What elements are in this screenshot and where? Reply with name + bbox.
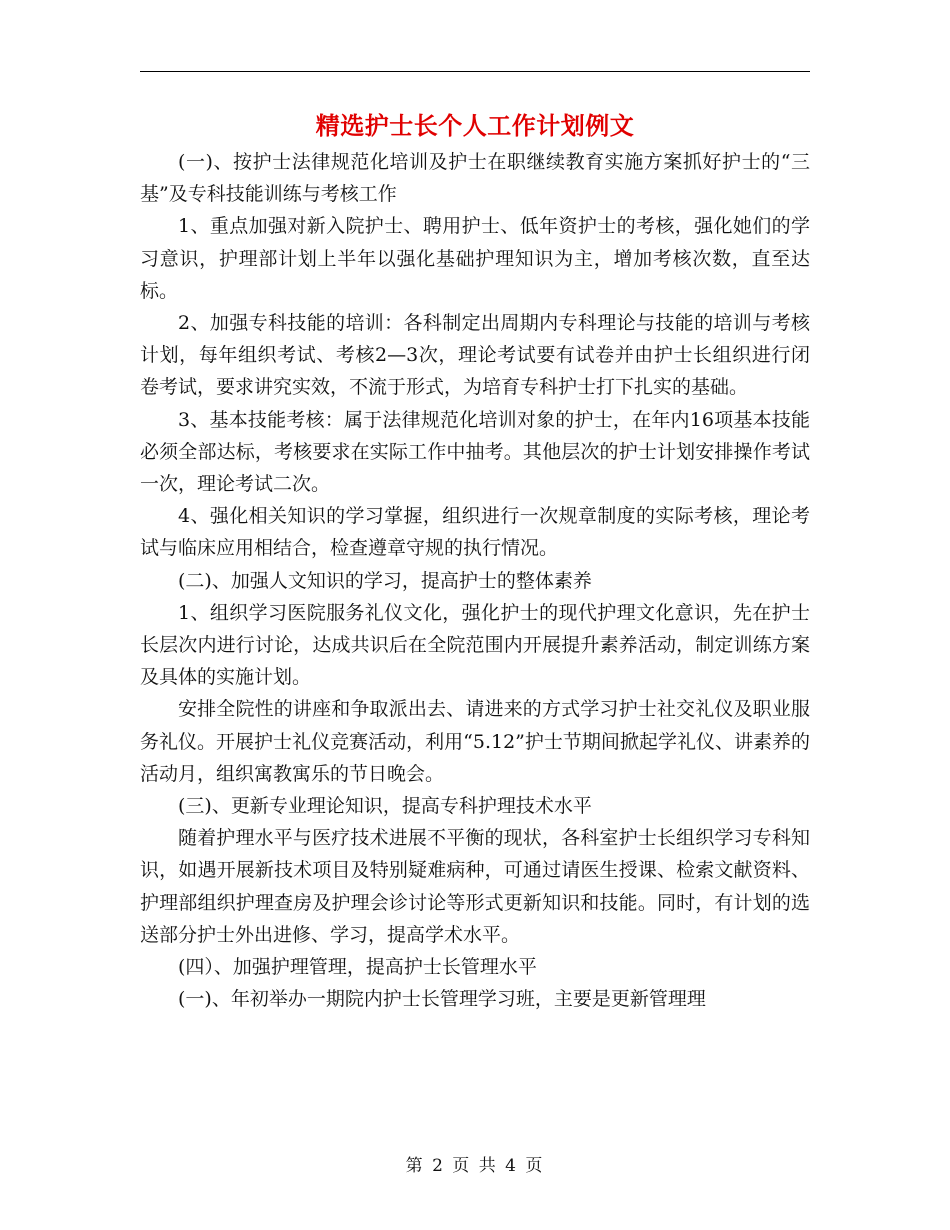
page-number-footer: 第 2 页 共 4 页 xyxy=(405,1156,545,1176)
document-body xyxy=(140,146,810,1015)
paragraph: 2、加强专科技能的培训：各科制定出周期内专科理论与技能的培训与考核计划，每年组织考试、考核2—3次，理论考试要有试卷并由护士长组织进行闭卷考试，要求讲究实效，不流于形式，为培育专科护士打下扎实的基础。 xyxy=(140,312,810,399)
paragraph: 4、强化相关知识的学习掌握，组织进行一次规章制度的实际考核，理论考试与临床应用相结合，检查遵章守规的执行情况。 xyxy=(140,505,810,560)
header-rule xyxy=(140,71,810,72)
paragraph: 安排全院性的讲座和争取派出去、请进来的方式学习护士社交礼仪及职业服务礼仪。开展护士礼仪竞赛活动，利用“5.12”护士节期间掀起学礼仪、讲素养的活动月，组织寓教寓乐的节日晚会。 xyxy=(140,698,810,785)
paragraph: (四）、加强护理管理，提高护士长管理水平 xyxy=(178,956,537,979)
paragraph: 1、组织学习医院服务礼仪文化，强化护士的现代护理文化意识，先在护士长层次内进行讨论，达成共识后在全院范围内开展提升素养活动，制定训练方案及具体的实施计划。 xyxy=(140,601,810,689)
paragraph: 3、基本技能考核：属于法律规范化培训对象的护士，在年内16项基本技能必须全部达标，考核要求在实际工作中抽考。其他层次的护士计划安排操作考试一次，理论考试二次。 xyxy=(140,408,810,496)
paragraph: (一)、按护士法律规范化培训及护士在职继续教育实施方案抓好护士的“三基”及专科技能训练与考核工作 xyxy=(140,151,810,206)
paragraph: 1、重点加强对新入院护士、聘用护士、低年资护士的考核，强化她们的学习意识，护理部计划上半年以强化基础护理知识为主，增加考核次数，直至达标。 xyxy=(140,215,810,302)
paragraph: (二)、加强人文知识的学习，提高护士的整体素养 xyxy=(178,569,592,592)
document-title: 精选护士长个人工作计划例文 xyxy=(315,111,635,140)
paragraph: 随着护理水平与医疗技术进展不平衡的现状，各科室护士长组织学习专科知识，如遇开展新技术项目及特别疑难病种，可通过请医生授课、检索文献资料、护理部组织护理查房及护理会诊讨论等形式更新知识和技能。同时，有计划的选送部分护士外出进修、学习，提高学术水平。 xyxy=(140,827,810,946)
paragraph: (一)、年初举办一期院内护士长管理学习班，主要是更新管理理 xyxy=(178,988,706,1011)
paragraph: (三)、更新专业理论知识，提高专科护理技术水平 xyxy=(178,795,592,818)
